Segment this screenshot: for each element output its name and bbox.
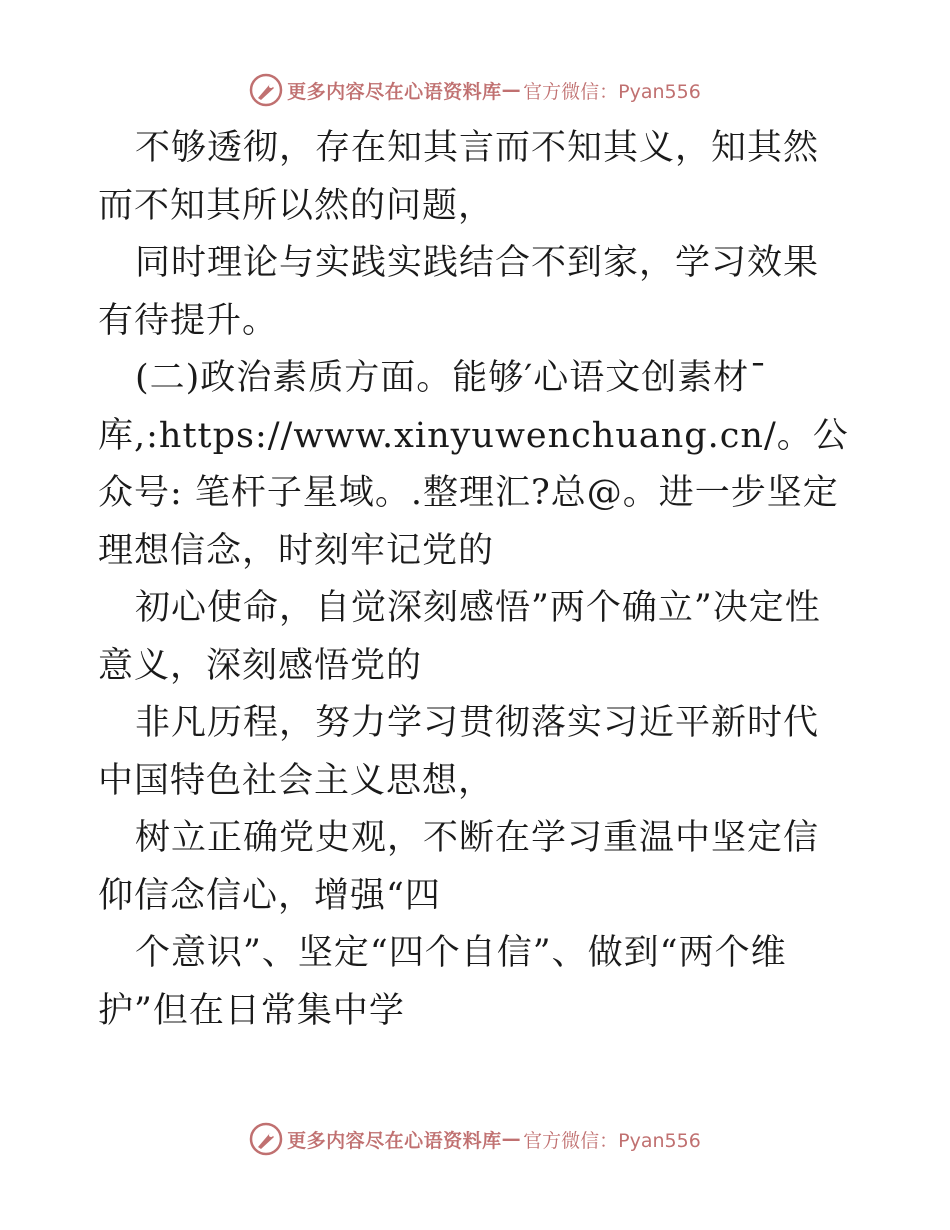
paragraph: 非凡历程，努力学习贯彻落实习近平新时代中国特色社会主义思想， xyxy=(98,703,820,801)
pen-nib-logo-icon xyxy=(249,73,283,107)
header-site-text: 更多内容尽在心语资料库 xyxy=(287,80,502,103)
paragraph: (二)政治素质方面。能够′心语文创素材¯库,:https://www.xinyuwenchuang.cn/。公众号: 笔杆子星域。.整理汇?总@。进一步坚定理想信念，时刻牢记党的 xyxy=(98,358,849,571)
document-body xyxy=(98,120,850,1040)
pen-nib-logo-icon xyxy=(249,1122,283,1156)
footer-separator: — xyxy=(501,1128,522,1150)
footer-banner xyxy=(0,1119,950,1159)
paragraph: 不够透彻，存在知其言而不知其义，知其然而不知其所以然的问题， xyxy=(98,128,820,226)
paragraph: 树立正确党史观，不断在学习重温中坚定信仰信念信心，增强“四 xyxy=(98,818,820,916)
header-banner xyxy=(0,70,950,110)
header-contact-text: 官方微信：Pyan556 xyxy=(523,80,701,103)
paragraph: 个意识”、坚定“四个自信”、做到“两个维护”但在日常集中学 xyxy=(98,933,787,1031)
paragraph: 初心使命，自觉深刻感悟”两个确立”决定性意义，深刻感悟党的 xyxy=(98,588,821,686)
header-separator: — xyxy=(501,79,522,101)
paragraph: 同时理论与实践实践结合不到家，学习效果有待提升。 xyxy=(98,243,820,341)
footer-contact-text: 官方微信：Pyan556 xyxy=(523,1129,701,1152)
footer-site-text: 更多内容尽在心语资料库 xyxy=(287,1129,502,1152)
